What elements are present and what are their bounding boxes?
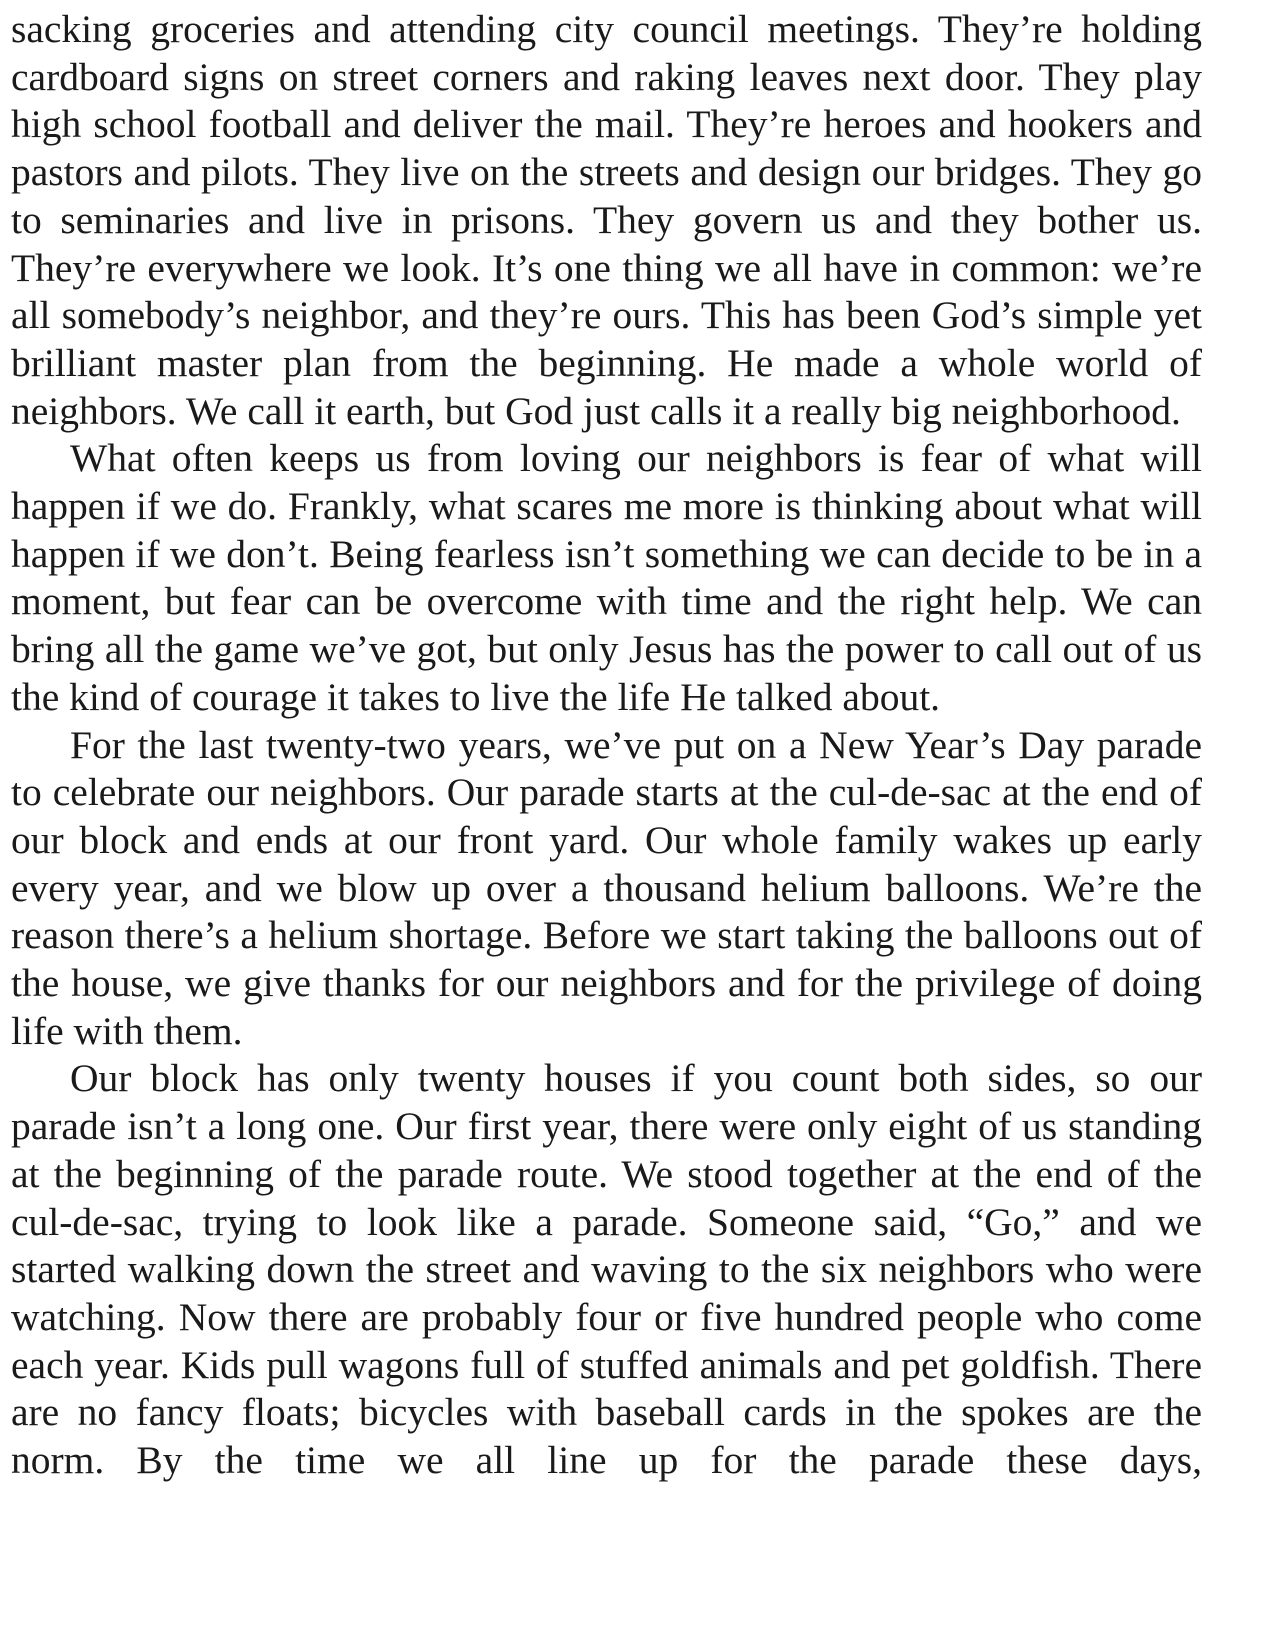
paragraph-fear: What often keeps us from loving our neighbors is fear of what will happen if we do. Frankly, what scares me more is thinking about what will happen if we don’t. Being fearless isn’t something we can decide to be in a moment, but fear can be overcome with time and the right help. We can bring all the game we’ve got, but only Jesus has the power to call out of us the kind of courage it takes to live the life He talked about. [11,436,1202,719]
book-page [11,6,1202,1646]
paragraph-parade-tradition: For the last twenty-two years, we’ve put on a New Year’s Day parade to celebrate our neighbors. Our parade starts at the cul-de-sac at the end of our block and ends at our front yard. Our whole family wakes up early every year, and we blow up over a thousand helium balloons. We’re the reason there’s a helium shortage. Before we start taking the balloons out of the house, we give thanks for our neighbors and for the privilege of doing life with them. [11,722,1202,1053]
paragraph-neighbors-everywhere: sacking groceries and attending city council meetings. They’re holding cardboard signs on street corners and raking leaves next door. They play high school football and deliver the mail. They’re heroes and hookers and pastors and pilots. They live on the streets and design our bridges. They go to seminaries and live in prisons. They govern us and they bother us. They’re everywhere we look. It’s one thing we all have in common: we’re all somebody’s neighbor, and they’re ours. This has been God’s simple yet brilliant master plan from the beginning. He made a whole world of neighbors. We call it earth, but God just calls it a really big neighborhood. [11,7,1202,433]
paragraph-parade-growth: Our block has only twenty houses if you count both sides, so our parade isn’t a long one. Our first year, there were only eight of us standing at the beginning of the parade route. We stood together at the end of the cul-de-sac, trying to look like a parade. Someone said, “Go,” and we started walking down the street and waving to the six neighbors who were watching. Now there are probably four or five hundred people who come each year. Kids pull wagons full of stuffed animals and pet goldfish. There are no fancy floats; bicycles with baseball cards in the spokes are the norm. By the time we all line up for the parade these days, [11,1056,1202,1483]
